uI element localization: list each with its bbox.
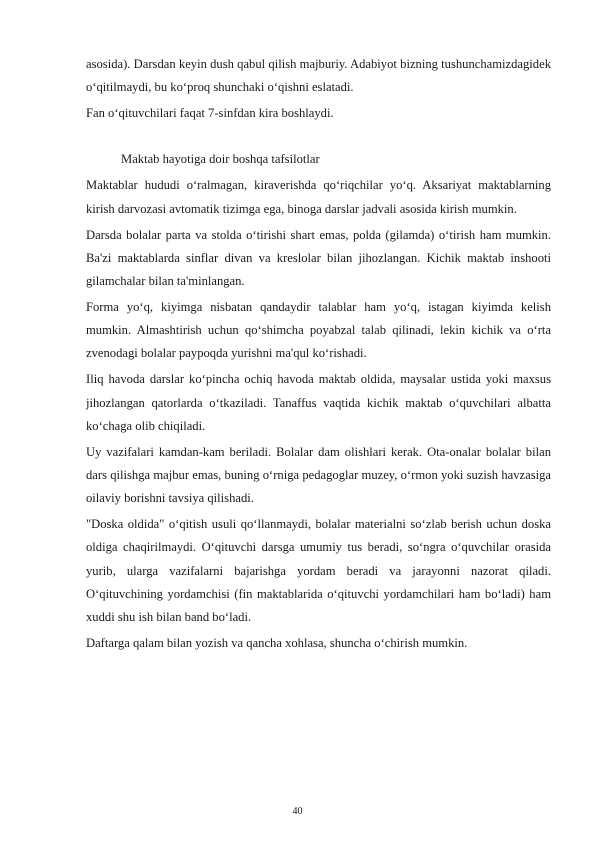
paragraph-school-grounds: Maktablar hududi o‘ralmagan, kiraverishda qo‘riqchilar yo‘q. Aksariyat maktablarning kirish darvozasi avtomatik tizimga ega, binoga darslar jadvali asosida kirish mumkin. — [86, 178, 551, 216]
page-number: 40 — [292, 806, 303, 817]
paragraph-subject-teachers: Fan o‘qituvchilari faqat 7-sinfdan kira boshlaydi. — [86, 106, 334, 121]
paragraph-blackboard-method: "Doska oldida" o‘qitish usuli qo‘llanmaydi, bolalar materialni so‘zlab berish uchun doska oldiga chaqirilmaydi. O‘qituvchi darsga umumiy tus beradi, so‘ngra o‘quvchilar orasida yurib, ularga vazifalarni bajarishga yordam beradi va jarayonni nazorat qiladi. O‘qituvchining yordamchisi (fin maktablarida o‘qituvchi yordamchilari ham bo‘ladi) ham xuddi shu ish bilan band bo‘ladi. — [86, 517, 551, 625]
paragraph-uniform: Forma yo‘q, kiyimga nisbatan qandaydir talablar ham yo‘q, istagan kiyimda kelish mumkin. Almashtirish uchun qo‘shimcha poyabzal talab qilinadi, lekin kichik va o‘rta zvenodagi bolalar paypoqda yurishni ma'qul ko‘rishadi. — [86, 300, 551, 361]
section-heading: Maktab hayotiga doir boshqa tafsilotlar — [121, 152, 320, 167]
paragraph-notebook-pencil: Daftarga qalam bilan yozish va qancha xohlasa, shuncha o‘chirish mumkin. — [86, 636, 468, 651]
page-body — [86, 53, 551, 658]
paragraph-classroom-seating: Darsda bolalar parta va stolda o‘tirishi shart emas, polda (gilamda) o‘tirish ham mumkin. Ba'zi maktablarda sinflar divan va kreslolar bilan jihozlangan. Kichik maktab inshooti gilamchalar bilan ta'minlangan. — [86, 227, 551, 289]
paragraph-shower-literature: asosida). Darsdan keyin dush qabul qilish majburiy. Adabiyot bizning tushunchamizdagidek o‘qitilmaydi, bu ko‘proq shunchaki o‘qishni eslatadi. — [86, 57, 551, 95]
paragraph-outdoor-lessons: Iliq havoda darslar ko‘pincha ochiq havoda maktab oldida, maysalar ustida yoki maxsus jihozlangan qatorlarda o‘tkaziladi. Tanaffus vaqtida kichik maktab o‘quvchilari albatta ko‘chaga olib chiqiladi. — [86, 372, 551, 433]
paragraph-homework: Uy vazifalari kamdan-kam beriladi. Bolalar dam olishlari kerak. Ota-onalar bolalar bilan dars qilishga majbur emas, buning o‘rniga pedagoglar muzey, o‘rmon yoki suzish havzasiga oilaviy borishni tavsiya qilishadi. — [86, 444, 551, 506]
